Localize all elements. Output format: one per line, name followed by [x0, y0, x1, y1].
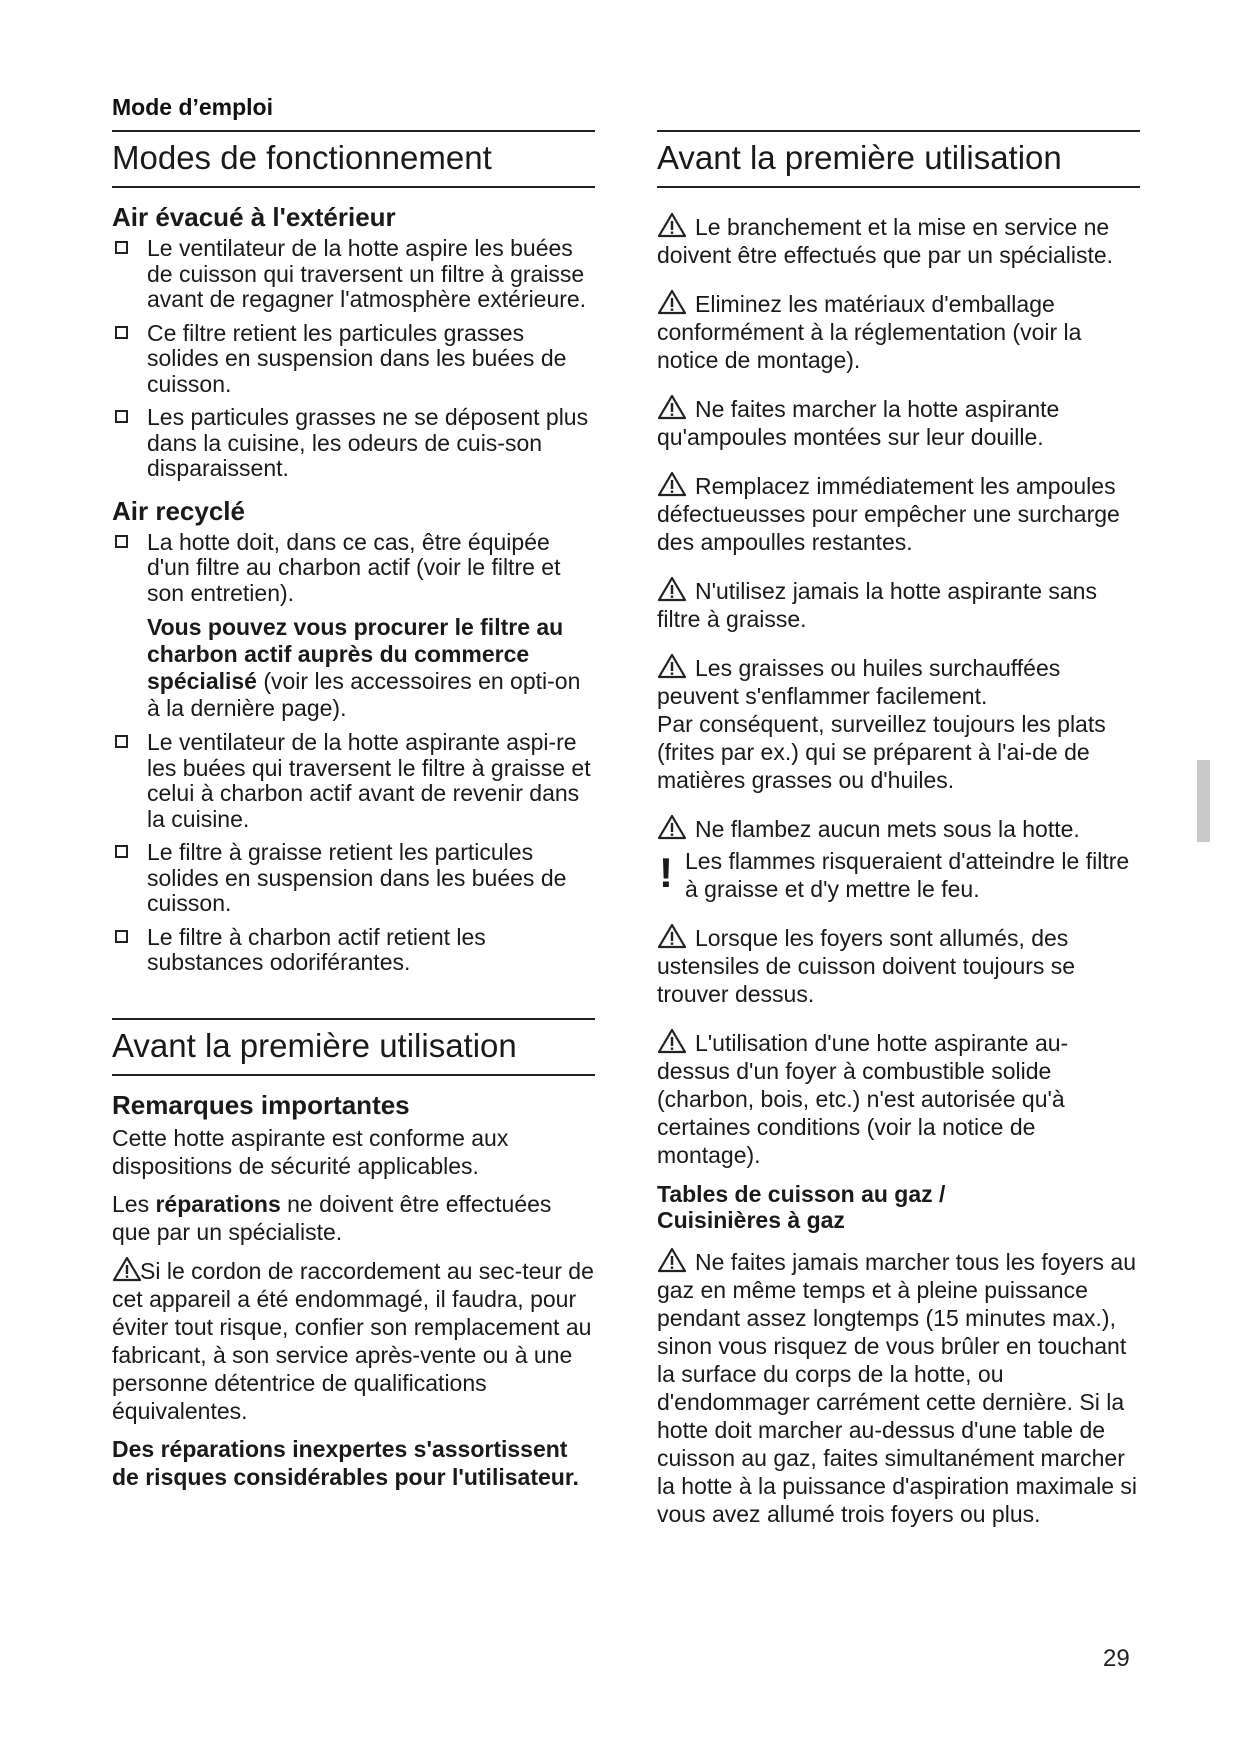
- warning-item: N'utilisez jamais la hotte aspirante sans filtre à graisse.: [657, 578, 1097, 632]
- charcoal-filter-note: Vous pouvez vous procurer le filtre au charbon actif auprès du commerce spécialisé (voir les accessoires en opti-on à la dernière page).: [147, 614, 581, 721]
- right-column: [657, 130, 1140, 1548]
- warning-item-solid-fuel: L'utilisation d'une hotte aspirante au-dessus d'un foyer à combustible solide (charbon, bois, etc.) n'est autorisée qu'à certaines conditions (voir la notice de montage).: [657, 1030, 1069, 1168]
- warning-item-flambe: Ne flambez aucun mets sous la hotte.: [657, 814, 1140, 843]
- warning-triangle-icon: [657, 576, 687, 602]
- list-item: Le filtre à charbon actif retient les substances odoriférantes.: [112, 925, 595, 976]
- checkbox-bullet-icon: [115, 326, 128, 339]
- air-recycle-list-2: [112, 730, 595, 976]
- checkbox-bullet-icon: [115, 410, 128, 423]
- page-number: 29: [1103, 1645, 1130, 1672]
- flambe-detail: ! Les flammes risqueraient d'atteindre le filtre à graisse et d'y mettre le feu.: [659, 848, 1130, 902]
- section-title-avant-right: Avant la première utilisation: [657, 130, 1140, 188]
- conformity-paragraph: Cette hotte aspirante est conforme aux dispositions de sécurité applicables.: [112, 1124, 509, 1179]
- repairs-paragraph: Les réparations ne doivent être effectuées que par un spécialiste.: [112, 1190, 552, 1245]
- warning-triangle-icon: [657, 653, 687, 679]
- list-item: Le ventilateur de la hotte aspirante aspi-re les buées qui traversent le filtre à graisse et celui à charbon actif avant de revenir dans la cuisine.: [112, 730, 595, 832]
- warning-item: Ne faites marcher la hotte aspirante qu'ampoules montées sur leur douille.: [657, 396, 1060, 450]
- left-column: [112, 130, 595, 1491]
- warning-triangle-icon: [657, 394, 687, 420]
- list-item: Ce filtre retient les particules grasses solides en suspension dans les buées de cuisson.: [112, 321, 595, 398]
- gas-heading: Tables de cuisson au gaz / Cuisinières à gaz: [657, 1181, 946, 1233]
- warning-item-gas: Ne faites jamais marcher tous les foyers au gaz en même temps et à pleine puissance pendant assez longtemps (15 minutes max.), sinon vous risquez de vous brûler en touchant la surface du corps de la hotte, ou d'endommager carrément cette dernière. Si la hotte doit marcher au-dessus d'une table de cuisson au gaz, faites simultanément marcher la hotte à la puissance d'aspiration maximale si vous avez allumé trois foyers ou plus.: [657, 1249, 1137, 1527]
- running-header: Mode d’emploi: [112, 94, 273, 120]
- warning-item: Eliminez les matériaux d'emballage conformément à la réglementation (voir la notice de montage).: [657, 291, 1082, 373]
- warning-triangle-icon: [657, 923, 687, 949]
- section-title-modes: Modes de fonctionnement: [112, 130, 595, 188]
- list-item: La hotte doit, dans ce cas, être équipée d'un filtre au charbon actif (voir le filtre et son entretien).: [112, 530, 595, 607]
- warning-triangle-icon: [112, 1256, 138, 1282]
- warning-item-foyers: Lorsque les foyers sont allumés, des ustensiles de cuisson doivent toujours se trouver dessus.: [657, 925, 1076, 1007]
- warning-triangle-icon: [657, 1028, 687, 1054]
- repairs-risk-warning: Des réparations inexpertes s'assortissent de risques considérables pour l'utilisateur.: [112, 1435, 579, 1490]
- warning-item-grease: Les graisses ou huiles surchauffées peuvent s'enflammer facilement. Par conséquent, surveillez toujours les plats (frites par ex.) qui se préparent à l'ai-de de matières grasses ou d'huiles.: [657, 655, 1106, 793]
- list-item: Le ventilateur de la hotte aspire les buées de cuisson qui traversent un filtre à graisse avant de regagner l'atmosphère extérieure.: [112, 236, 595, 313]
- warning-item: Remplacez immédiatement les ampoules défectueusses pour empêcher une surcharge des ampoulles restantes.: [657, 473, 1120, 555]
- page-edge-tab: [1197, 760, 1210, 842]
- subheading-air-recycle: Air recyclé: [112, 495, 245, 526]
- warning-item: Le branchement et la mise en service ne doivent être effectués que par un spécialiste.: [657, 214, 1114, 268]
- checkbox-bullet-icon: [115, 930, 128, 943]
- exclamation-icon: !: [659, 849, 673, 896]
- cord-warning-paragraph: Si le cordon de raccordement au sec-teur de cet appareil a été endommagé, il faudra, pour éviter tout risque, confier son remplacement au fabricant, à son service après-vente ou à une personne détentrice de qualifications équivalentes.: [112, 1257, 594, 1424]
- warning-triangle-icon: [657, 289, 687, 315]
- warning-triangle-icon: [657, 212, 687, 238]
- warning-triangle-icon: [657, 814, 687, 840]
- list-item: Les particules grasses ne se déposent plus dans la cuisine, les odeurs de cuis-son disparaissent.: [112, 405, 595, 482]
- checkbox-bullet-icon: [115, 535, 128, 548]
- subheading-air-evacue: Air évacué à l'extérieur: [112, 202, 396, 232]
- checkbox-bullet-icon: [115, 845, 128, 858]
- list-item: Le filtre à graisse retient les particules solides en suspension dans les buées de cuisson.: [112, 840, 595, 917]
- checkbox-bullet-icon: [115, 735, 128, 748]
- warning-triangle-icon: [657, 1247, 687, 1273]
- section-title-avant: Avant la première utilisation: [112, 1018, 595, 1076]
- air-recycle-list: [112, 530, 595, 607]
- air-evacue-list: [112, 236, 595, 482]
- warning-triangle-icon: [657, 471, 687, 497]
- checkbox-bullet-icon: [115, 241, 128, 254]
- subheading-remarques: Remarques importantes: [112, 1089, 410, 1120]
